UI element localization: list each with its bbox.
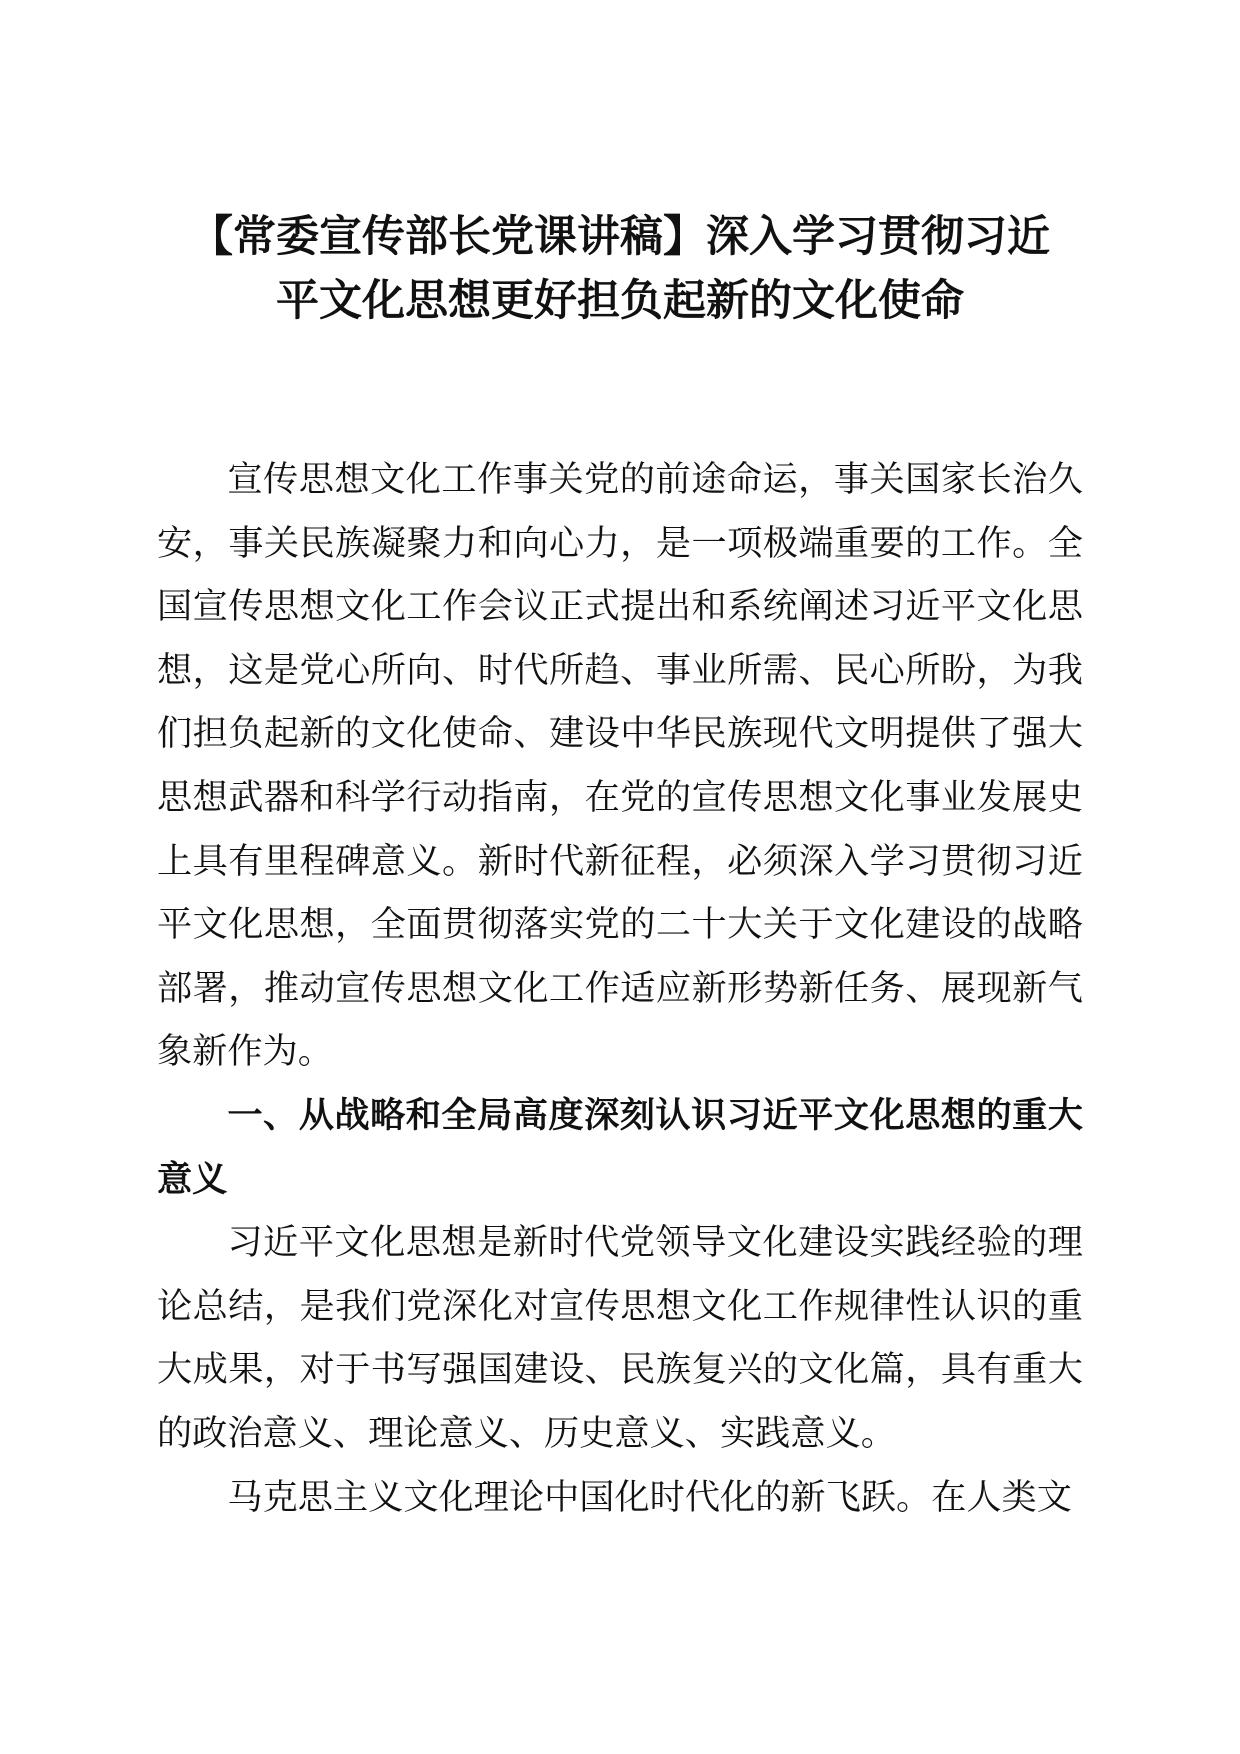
section-1-paragraph-2: 马克思主义文化理论中国化时代化的新飞跃。在人类文 — [227, 1476, 1072, 1518]
section-heading-1: 一、从战略和全局高度深刻认识习近平文化思想的重大意义 — [157, 1094, 1083, 1200]
intro-paragraph: 宣传思想文化工作事关党的前途命运，事关国家长治久安，事关民族凝聚力和向心力，是一项极端重要的工作。全国宣传思想文化工作会议正式提出和系统阐述习近平文化思想，这是党心所向、时代所趋、事业所需、民心所盼，为我们担负起新的文化使命、建设中华民族现代文明提供了强大思想武器和科学行动指南，在党的宣传思想文化事业发展史上具有里程碑意义。新时代新征程，必须深入学习贯彻习近平文化思想，全面贯彻落实党的二十大关于文化建设的战略部署，推动宣传思想文化工作适应新形势新任务、展现新气象新作为。 — [157, 459, 1083, 1073]
document-title — [150, 205, 1090, 333]
document-body — [157, 448, 1083, 1529]
title-line-2: 平文化思想更好担负起新的文化使命 — [276, 276, 964, 326]
title-line-1: 【常委宣传部长党课讲稿】深入学习贯彻习近 — [190, 212, 1050, 262]
section-1-paragraph-1: 习近平文化思想是新时代党领导文化建设实践经验的理论总结，是我们党深化对宣传思想文化工作规律性认识的重大成果，对于书写强国建设、民族复兴的文化篇，具有重大的政治意义、理论意义、历史意义、实践意义。 — [157, 1222, 1083, 1454]
